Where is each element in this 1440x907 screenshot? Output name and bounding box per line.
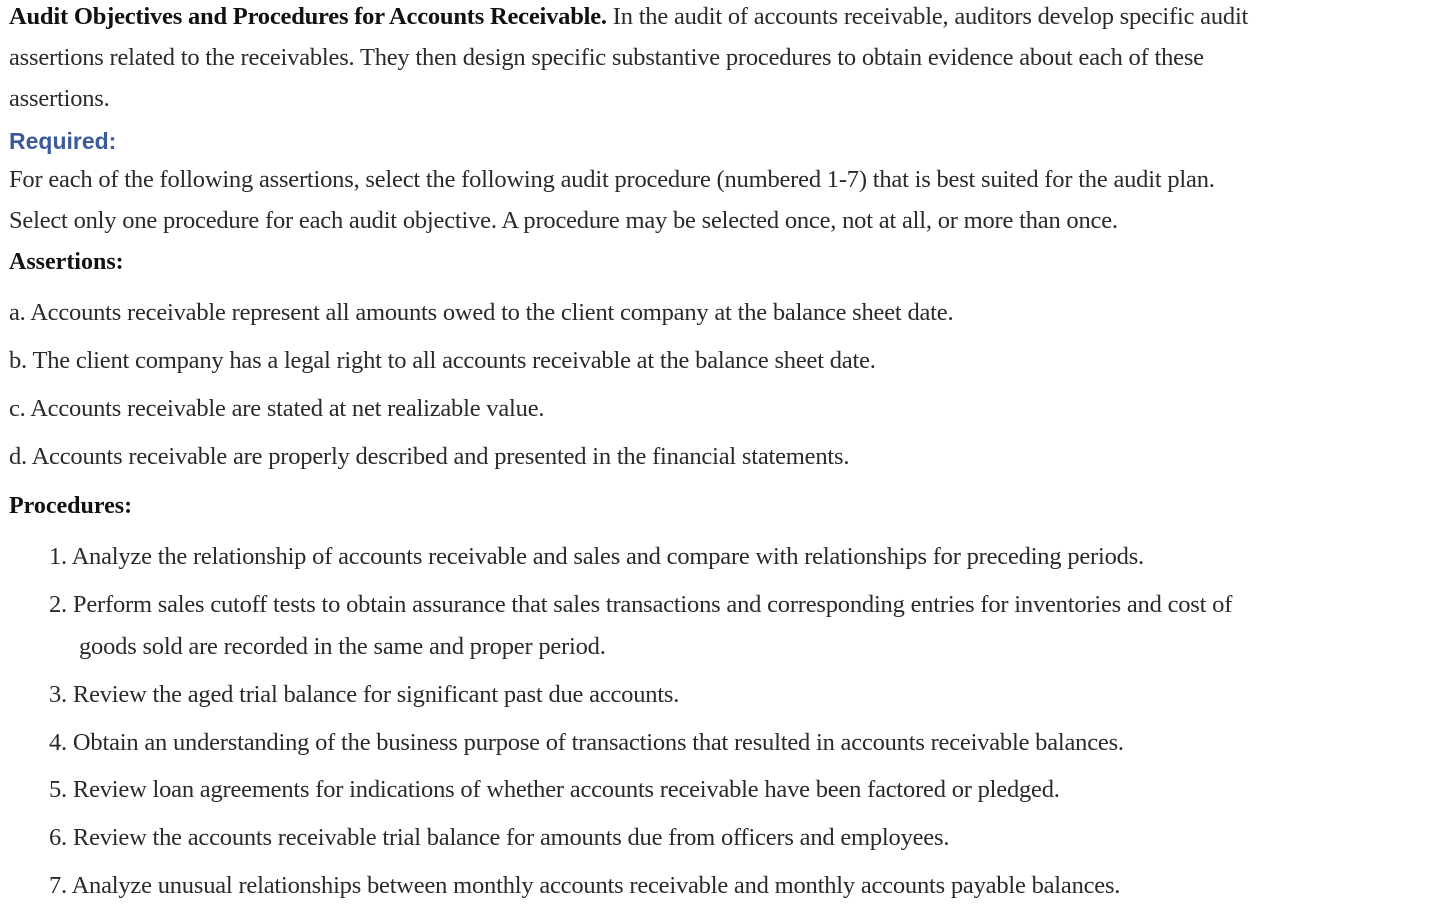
assertion-letter: c. <box>9 395 26 422</box>
procedure-item-4 <box>49 726 1124 760</box>
assertion-item-c <box>9 392 544 426</box>
procedure-number: 6. <box>49 824 67 851</box>
procedure-item-5 <box>49 773 1060 807</box>
assertions-heading: Assertions: <box>9 249 124 275</box>
procedure-text: Perform sales cutoff tests to obtain assurance that sales transactions and corresponding entries for inventories and cost of <box>72 591 1233 618</box>
intro-title: Audit Objectives and Procedures for Accounts Receivable. <box>9 3 607 30</box>
assertion-letter: a. <box>9 299 26 326</box>
procedure-number: 4. <box>49 729 67 756</box>
procedure-text: Analyze unusual relationships between monthly accounts receivable and monthly accounts payable balances. <box>71 872 1121 899</box>
procedures-heading: Procedures: <box>9 493 133 519</box>
procedure-number: 7. <box>49 872 67 899</box>
procedure-text: Analyze the relationship of accounts receivable and sales and compare with relationships for preceding periods. <box>71 543 1144 570</box>
procedure-text: Review loan agreements for indications of whether accounts receivable have been factored or pledged. <box>72 776 1060 803</box>
instruction-line-2: Select only one procedure for each audit objective. A procedure may be selected once, not at all, or more than once. <box>9 207 1118 234</box>
procedure-item-2-continued: goods sold are recorded in the same and proper period. <box>79 633 606 660</box>
procedure-number: 1. <box>49 543 67 570</box>
assertion-text: Accounts receivable are properly described and presented in the financial statements. <box>31 443 850 470</box>
assertion-text: Accounts receivable are stated at net realizable value. <box>30 395 545 422</box>
procedure-text: Review the accounts receivable trial balance for amounts due from officers and employees. <box>72 824 950 851</box>
intro-line-1 <box>9 0 1248 37</box>
intro-line-1-rest: In the audit of accounts receivable, auditors develop specific audit <box>606 3 1249 30</box>
instruction-line-1: For each of the following assertions, select the following audit procedure (numbered 1-7) that is best suited for the audit plan. <box>9 166 1215 193</box>
assertion-letter: b. <box>9 347 27 374</box>
procedure-text: Review the aged trial balance for significant past due accounts. <box>72 681 680 708</box>
procedure-number: 5. <box>49 776 67 803</box>
procedure-item-6 <box>49 821 949 855</box>
procedure-number: 2. <box>49 591 67 618</box>
intro-line-3: assertions. <box>9 85 110 112</box>
intro-line-2: assertions related to the receivables. They then design specific substantive procedures to obtain evidence about each of these <box>9 44 1204 71</box>
assertion-item-b <box>9 344 876 378</box>
assertion-item-d <box>9 440 849 474</box>
procedure-item-3 <box>49 678 679 712</box>
procedure-number: 3. <box>49 681 67 708</box>
procedure-text: Obtain an understanding of the business purpose of transactions that resulted in accounts receivable balances. <box>72 729 1124 756</box>
assertion-letter: d. <box>9 443 27 470</box>
procedure-item-1 <box>49 540 1144 574</box>
required-label: Required: <box>9 128 117 154</box>
assertion-text: The client company has a legal right to all accounts receivable at the balance sheet date. <box>32 347 876 374</box>
procedure-item-7 <box>49 869 1120 903</box>
procedure-item-2 <box>49 588 1232 622</box>
assertion-text: Accounts receivable represent all amounts owed to the client company at the balance sheet date. <box>30 299 954 326</box>
assertion-item-a <box>9 296 953 330</box>
